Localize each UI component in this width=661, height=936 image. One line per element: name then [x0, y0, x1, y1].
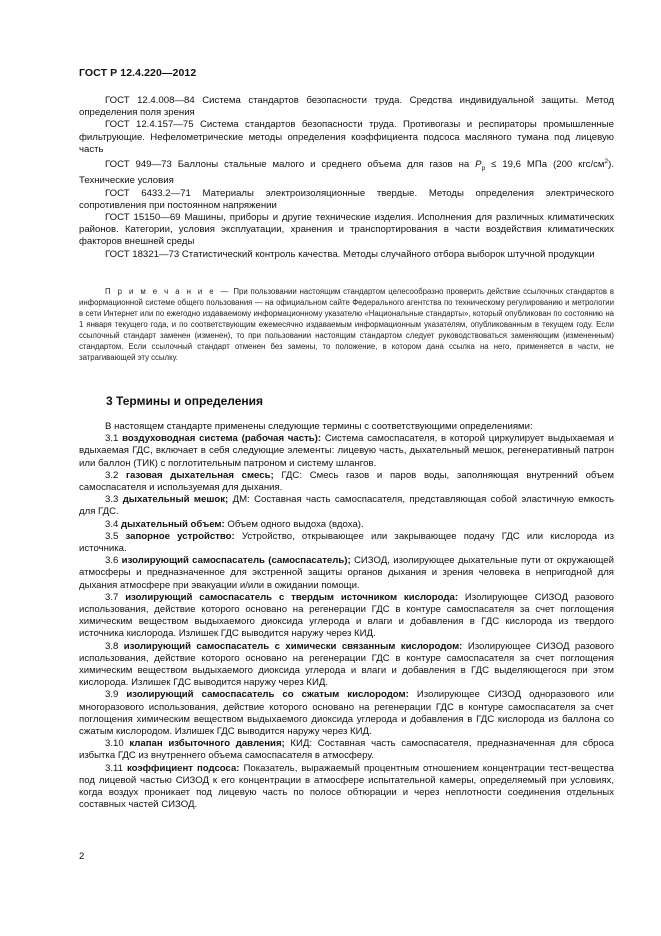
reference-item: ГОСТ 12.4.157—75 Система стандартов безопасности труда. Противогазы и респираторы промышленные фильтрующие. Нефелометрические методы определения коэффициента подсоса масляного тумана под лицевую часть [79, 119, 614, 155]
note-text: При пользовании настоящим стандартом целесообразно проверить действие ссылочных стандартов в информационной системе общего пользования — на официальном сайте Федерального агентства по техническому регулированию и метрологии в сети Интернет или по ежегодно издаваемому информационному указателю «Национальные стандарты», который опубликован по состоянию на 1 января текущего года, и по соответствующим ежемесячно издаваемым информационным указателям, опубликованным в текущем году. Если ссылочный стандарт заменен (изменен), то при пользовании настоящим стандартом следует руководствоваться заменяющим (измененным) стандартом. Если ссылочный стандарт отменен без замены, то положение, в котором дана ссылка на него, применяется в части, не затрагивающей эту ссылку. [79, 287, 614, 362]
term-item: 3.5 запорное устройство: Устройство, открывающее или закрывающее подачу ГДС или кислорода из источника. [79, 530, 614, 555]
reference-item: ГОСТ 6433.2—71 Материалы электроизоляционные твердые. Методы определения электрического сопротивления при постоянном напряжении [79, 187, 614, 211]
reference-item: ГОСТ 12.4.008—84 Система стандартов безопасности труда. Средства индивидуальной защиты. Метод определения поля зрения [79, 95, 614, 119]
terms-list [79, 421, 614, 812]
term-item: 3.1 воздуховодная система (рабочая часть): Система самоспасателя, в которой циркулирует выдыхаемая и вдыхаемая ГДС, включает в себя следующие элементы: лицевую часть, дыхательный мешок, регенеративный патрон или баллон (ТИК) с поглотительным патроном и систему шлангов. [79, 433, 614, 469]
term-item: 3.11 коэффициент подсоса: Показатель, выражаемый процентным отношением концентрации тест-вещества под лицевой частью СИЗОД к его концентрации в атмосфере испытательной камеры, определяемый при условиях, когда воздух проникает под лицевую часть по полосе обтюрации и через неплотности соединения отдельных составных частей СИЗОД. [79, 762, 614, 811]
term-item: 3.6 изолирующий самоспасатель (самоспасатель); СИЗОД, изолирующее дыхательные пути от окружающей атмосферы и предназначенное для экстренной защиты органов дыхания и зрения человека в непригодной для дыхания атмосфере при эвакуации и/или в ожидании помощи. [79, 555, 614, 591]
reference-note [79, 286, 614, 363]
term-item: 3.9 изолирующий самоспасатель со сжатым кислородом: Изолирующее СИЗОД одноразового или многоразового использования, действие которого основано на регенерации ГДС в контуре самоспасателя за счет поглощения химическим веществом выдыхаемого диоксида углерода и добавления в ГДС кислорода из баллона со сжатым кислородом. Излишек ГДС выводится наружу через КИД. [79, 689, 614, 738]
note-label: П р и м е ч а н и е — [105, 287, 231, 296]
term-item: 3.2 газовая дыхательная смесь; ГДС: Смесь газов и паров воды, заполняющая внутренний объем самоспасателя и используемая для дыхания. [79, 469, 615, 494]
normative-references [79, 95, 614, 261]
term-item: 3.4 дыхательный объем: Объем одного выдоха (вдоха). [105, 518, 364, 530]
term-item: 3.3 дыхательный мешок; ДМ: Составная часть самоспасателя, представляющая собой эластичную емкость для ГДС. [79, 494, 614, 518]
reference-item-gost-949: ГОСТ 949—73 Баллоны стальные малого и среднего объема для газов на $P_р \le 19,6$ МПа (200 кгс/$см^2$). Технические условия [79, 158, 615, 187]
reference-item: ГОСТ 18321—73 Статистический контроль качества. Методы случайного отбора выборок штучной продукции [105, 248, 595, 260]
reference-item: ГОСТ 15150—69 Машины, приборы и другие технические изделия. Исполнения для различных климатических районов. Категории, условия эксплуатации, хранения и транспортирования в части воздействия климатических факторов внешней среды [79, 211, 614, 248]
terms-intro: В настоящем стандарте применены следующие термины с соответствующими определениями: [105, 421, 533, 432]
term-item: 3.10 клапан избыточного давления; КИД: Составная часть самоспасателя, предназначенная для сброса избытка ГДС из внутреннего объема самоспасателя в атмосферу. [79, 738, 614, 762]
term-item: 3.7 изолирующий самоспасатель с твердым источником кислорода: Изолирующее СИЗОД разового использования, действие которого основано на регенерации ГДС в контуре самоспасателя за счет поглощения химическим веществом выдыхаемого диоксида углерода и влаги и добавления в ГДС кислорода из твердого источника кислорода. Излишек ГДС выводится наружу через КИД. [79, 591, 614, 640]
page-number: 2 [79, 851, 85, 862]
section-title: 3 Термины и определения [106, 394, 264, 408]
document-header: ГОСТ Р 12.4.220—2012 [79, 67, 197, 79]
term-item: 3.8 изолирующий самоспасатель с химически связанным кислородом: Изолирующее СИЗОД разового использования, действие которого основано на регенерации ГДС в контуре самоспасателя за счет поглощения химическим веществом выдыхаемого диоксида углерода и влаги и добавления в ГДС выделяющегося при этом кислорода. Излишек ГДС выводится наружу через КИД. [79, 640, 615, 689]
